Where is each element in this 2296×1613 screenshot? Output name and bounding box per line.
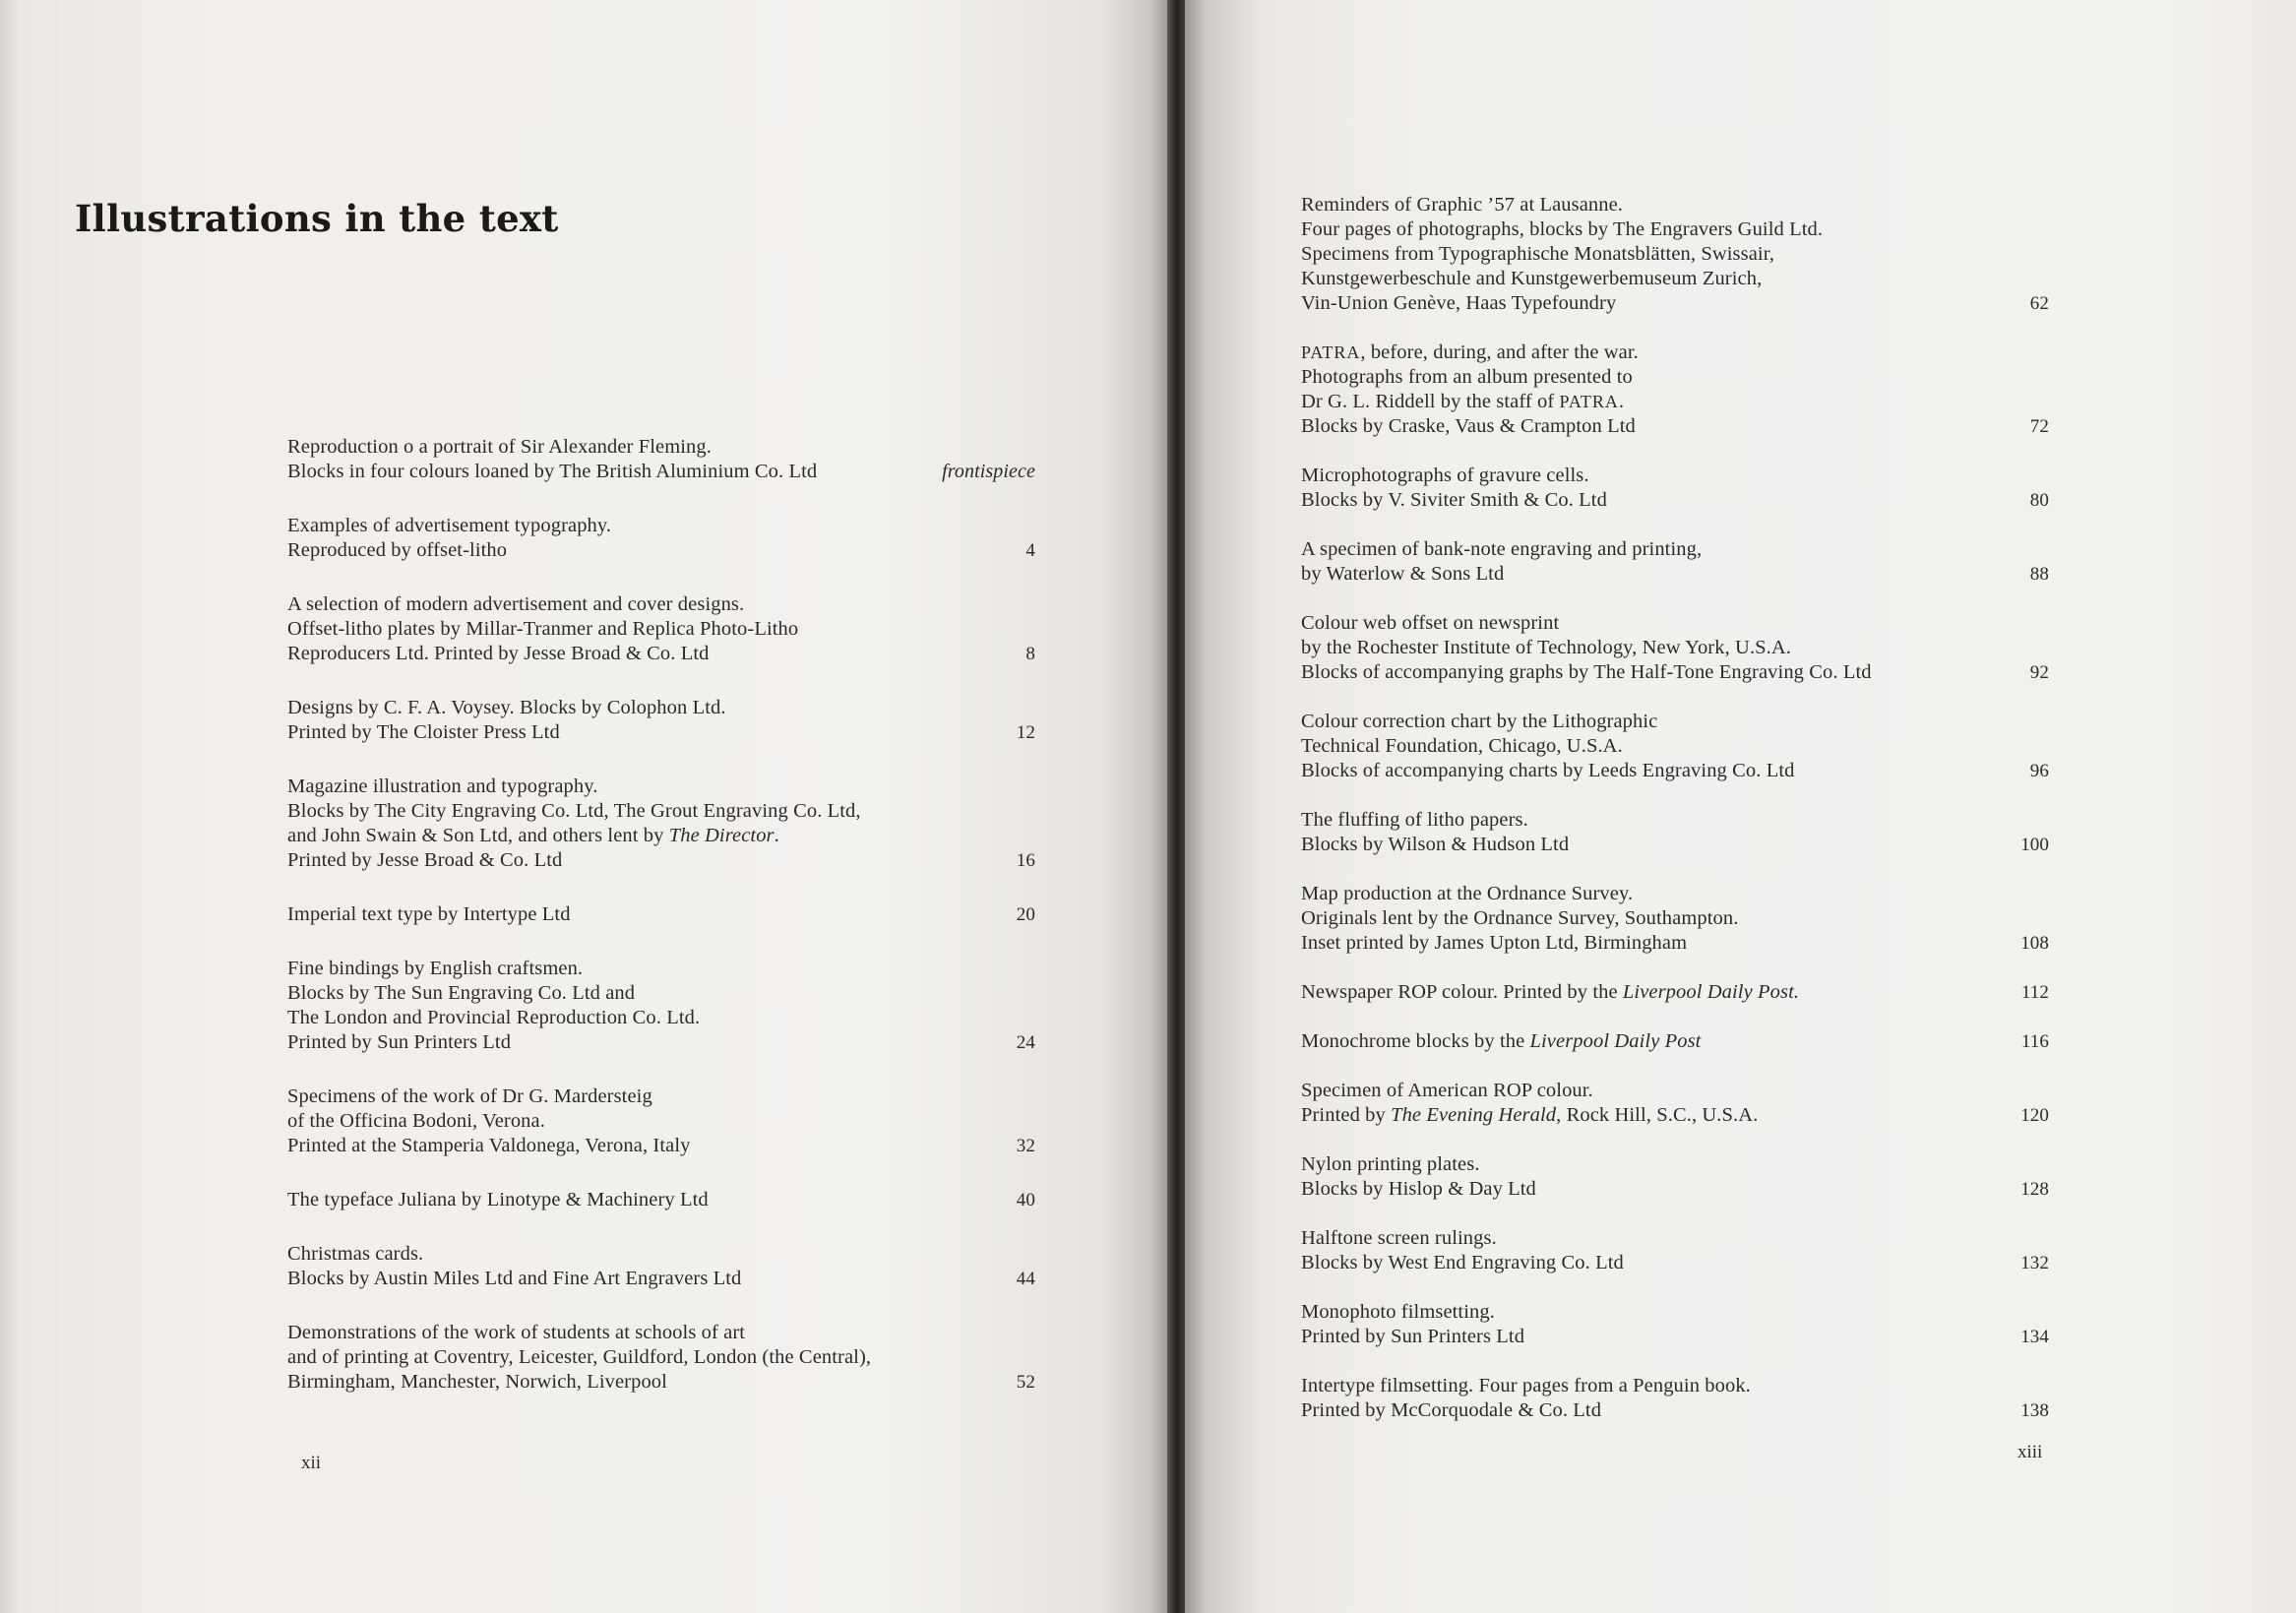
entry-line: Reproduction o a portrait of Sir Alexander Fleming. — [287, 436, 712, 458]
page-ref: 100 — [2020, 835, 2049, 855]
page-ref: 120 — [2020, 1105, 2049, 1126]
entry-line: Printed by The Evening Herald, Rock Hill, S.C., U.S.A. — [1301, 1104, 1759, 1126]
entry-line: Blocks of accompanying graphs by The Half-Tone Engraving Co. Ltd — [1301, 661, 1872, 683]
entry-line: by Waterlow & Sons Ltd — [1301, 563, 1505, 585]
page-ref: 108 — [2020, 933, 2049, 954]
entry-line: Monochrome blocks by the Liverpool Daily Post — [1301, 1030, 1702, 1052]
list-item — [1301, 1029, 2049, 1054]
entry-line: Intertype filmsetting. Four pages from a Penguin book. — [1301, 1375, 1751, 1396]
entry-line: Reproduced by offset-litho — [287, 539, 508, 561]
page-ref: 80 — [2029, 490, 2049, 511]
illustration-list-left — [287, 435, 1035, 1424]
entry-line: Printed by Sun Printers Ltd — [1301, 1326, 1525, 1347]
entry-line: Specimens of the work of Dr G. Mardersteig — [287, 1086, 652, 1107]
page-ref: 24 — [1016, 1032, 1035, 1053]
list-item — [287, 1085, 1035, 1158]
entry-line: Blocks by Hislop & Day Ltd — [1301, 1178, 1536, 1200]
entry-line: Blocks by Austin Miles Ltd and Fine Art Engravers Ltd — [287, 1268, 742, 1289]
list-item — [1301, 1152, 2049, 1202]
page-ref: 44 — [1016, 1269, 1035, 1289]
page-ref: 20 — [1016, 904, 1035, 925]
entry-line: Offset-litho plates by Millar-Tranmer and Replica Photo-Litho — [287, 618, 799, 640]
entry-line: PATRA, before, during, and after the war. — [1301, 341, 1639, 363]
entry-line: Colour correction chart by the Lithographic — [1301, 711, 1658, 732]
entry-line: Vin-Union Genève, Haas Typefoundry — [1301, 292, 1617, 314]
list-item — [1301, 341, 2049, 439]
entry-line: Dr G. L. Riddell by the staff of PATRA. — [1301, 391, 1625, 412]
page-ref: 16 — [1016, 850, 1035, 871]
page-ref: 88 — [2029, 564, 2049, 585]
list-item — [1301, 808, 2049, 857]
entry-line: of the Officina Bodoni, Verona. — [287, 1110, 545, 1132]
list-item — [1301, 980, 2049, 1005]
entry-line: A selection of modern advertisement and cover designs. — [287, 593, 745, 615]
page-ref: 134 — [2020, 1327, 2049, 1347]
page-ref: 32 — [1016, 1136, 1035, 1156]
page-number: xii — [301, 1453, 322, 1473]
page-ref: 116 — [2020, 1031, 2049, 1052]
entry-line: Imperial text type by Intertype Ltd — [287, 903, 571, 925]
entry-line: Technical Foundation, Chicago, U.S.A. — [1301, 735, 1623, 757]
page-ref: 40 — [1016, 1190, 1035, 1210]
entry-line: Photographs from an album presented to — [1301, 366, 1633, 388]
entry-line: Blocks by Craske, Vaus & Crampton Ltd — [1301, 415, 1636, 437]
page-ref: 138 — [2020, 1400, 2049, 1421]
entry-line: Halftone screen rulings. — [1301, 1227, 1497, 1249]
list-item — [287, 957, 1035, 1055]
entry-line: The London and Provincial Reproduction Co. Ltd. — [287, 1007, 701, 1028]
entry-line: Printed by Jesse Broad & Co. Ltd — [287, 849, 563, 871]
list-item — [287, 514, 1035, 563]
entry-line: Originals lent by the Ordnance Survey, Southampton. — [1301, 907, 1739, 929]
entry-line: Printed by Sun Printers Ltd — [287, 1031, 512, 1053]
page-ref: 12 — [1016, 722, 1035, 743]
entry-line: by the Rochester Institute of Technology, New York, U.S.A. — [1301, 637, 1792, 658]
list-item — [1301, 611, 2049, 685]
entry-line: Blocks of accompanying charts by Leeds Engraving Co. Ltd — [1301, 760, 1795, 781]
entry-line: Inset printed by James Upton Ltd, Birmingham — [1301, 932, 1688, 954]
entry-line: Monophoto filmsetting. — [1301, 1301, 1495, 1323]
entry-line: Designs by C. F. A. Voysey. Blocks by Colophon Ltd. — [287, 697, 726, 718]
list-item — [287, 1188, 1035, 1212]
page-ref: 112 — [2020, 982, 2049, 1003]
page-ref: 52 — [1016, 1372, 1035, 1393]
page-number: xiii — [2017, 1442, 2043, 1462]
list-item — [1301, 1226, 2049, 1275]
page-ref: frontispiece — [942, 461, 1035, 482]
entry-line: Blocks by Wilson & Hudson Ltd — [1301, 834, 1570, 855]
entry-line: Colour web offset on newsprint — [1301, 612, 1560, 634]
entry-line: Blocks by The City Engraving Co. Ltd, The Grout Engraving Co. Ltd, — [287, 800, 861, 822]
list-item — [287, 1242, 1035, 1291]
entry-line: Blocks by V. Siviter Smith & Co. Ltd — [1301, 489, 1607, 511]
list-item — [1301, 537, 2049, 587]
list-item — [287, 435, 1035, 484]
list-item — [287, 775, 1035, 873]
entry-line: Printed by McCorquodale & Co. Ltd — [1301, 1399, 1602, 1421]
entry-line: Microphotographs of gravure cells. — [1301, 465, 1589, 486]
entry-line: Map production at the Ordnance Survey. — [1301, 883, 1634, 904]
entry-line: and John Swain & Son Ltd, and others lent by The Director. — [287, 825, 779, 846]
page-ref: 4 — [1025, 540, 1035, 561]
page-ref: 8 — [1025, 644, 1035, 664]
entry-line: Blocks by West End Engraving Co. Ltd — [1301, 1252, 1624, 1273]
entry-line: The fluffing of litho papers. — [1301, 809, 1528, 831]
entry-line: Printed by The Cloister Press Ltd — [287, 721, 560, 743]
list-item — [1301, 1300, 2049, 1349]
entry-line: Specimens from Typographische Monatsblätten, Swissair, — [1301, 243, 1775, 265]
entry-line: Reminders of Graphic ’57 at Lausanne. — [1301, 194, 1624, 216]
page-ref: 132 — [2020, 1253, 2049, 1273]
list-item — [1301, 1079, 2049, 1128]
page-ref: 128 — [2020, 1179, 2049, 1200]
entry-line: Kunstgewerbeschule and Kunstgewerbemuseum Zurich, — [1301, 268, 1763, 289]
illustration-list-right — [1301, 193, 2049, 1448]
entry-line: Blocks by The Sun Engraving Co. Ltd and — [287, 982, 636, 1004]
list-item — [1301, 464, 2049, 513]
page-ref: 62 — [2029, 293, 2049, 314]
list-item — [287, 902, 1035, 927]
entry-line: A specimen of bank-note engraving and printing, — [1301, 538, 1703, 560]
list-item — [1301, 710, 2049, 783]
list-item — [1301, 1374, 2049, 1423]
entry-line: Reproducers Ltd. Printed by Jesse Broad & Co. Ltd — [287, 643, 710, 664]
list-item — [287, 1321, 1035, 1395]
entry-line: Magazine illustration and typography. — [287, 775, 598, 797]
list-item — [1301, 882, 2049, 956]
entry-line: Birmingham, Manchester, Norwich, Liverpool — [287, 1371, 667, 1393]
page-title: Illustrations in the text — [75, 197, 559, 240]
entry-line: Fine bindings by English craftsmen. — [287, 958, 584, 979]
list-item — [287, 592, 1035, 666]
entry-line: Examples of advertisement typography. — [287, 515, 612, 536]
page-ref: 92 — [2029, 662, 2049, 683]
entry-line: Four pages of photographs, blocks by The Engravers Guild Ltd. — [1301, 218, 1824, 240]
list-item — [1301, 193, 2049, 316]
entry-line: and of printing at Coventry, Leicester, Guildford, London (the Central), — [287, 1346, 872, 1368]
entry-line: Demonstrations of the work of students at schools of art — [287, 1322, 746, 1343]
page-ref: 72 — [2029, 416, 2049, 437]
entry-line: Newspaper ROP colour. Printed by the Liverpool Daily Post. — [1301, 981, 1800, 1003]
list-item — [287, 696, 1035, 745]
entry-line: Blocks in four colours loaned by The British Aluminium Co. Ltd — [287, 461, 818, 482]
page-ref: 96 — [2029, 761, 2049, 781]
entry-line: Nylon printing plates. — [1301, 1153, 1480, 1175]
book-gutter — [1167, 0, 1187, 1613]
right-page — [1185, 0, 2296, 1613]
entry-line: Christmas cards. — [287, 1243, 424, 1265]
entry-line: The typeface Juliana by Linotype & Machinery Ltd — [287, 1189, 709, 1210]
entry-line: Specimen of American ROP colour. — [1301, 1080, 1593, 1101]
entry-line: Printed at the Stamperia Valdonega, Verona, Italy — [287, 1135, 691, 1156]
